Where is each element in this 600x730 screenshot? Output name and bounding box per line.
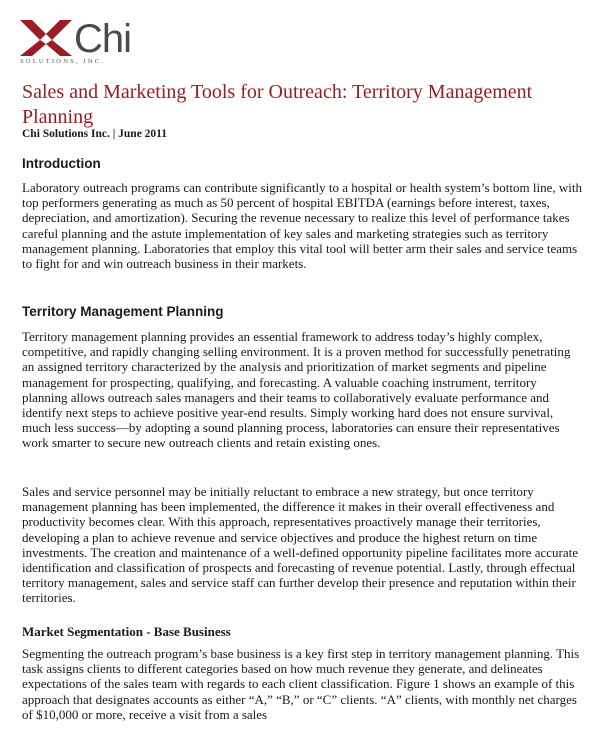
document-byline: Chi Solutions Inc. | June 2011 <box>22 128 168 140</box>
section-heading-market-segmentation: Market Segmentation - Base Business <box>22 624 231 639</box>
paragraph-territory-1: Territory management planning provides an essential framework to address today’s highly complex, competitive, and rapidly changing selling environment. It is a proven method for successfully penetrating an assigned territory characterized by the analysis and prioritization of market segments and pipeline management for prospecting, qualifying, and forecasting. A valuable coaching instrument, territory planning allows outreach sales managers and their teams to collaboratively evaluate performance and identify next steps to achieve positive year-end results. Simply working hard does not ensure survival, much less success—by adopting a sound planning process, laboratories can ensure their representatives work smarter to secure new outreach clients and retain existing ones. <box>22 329 571 451</box>
paragraph-territory-2: Sales and service personnel may be initially reluctant to embrace a new strategy, but once territory management planning has been implemented, the difference it makes in their overall effectiveness and productivity becomes clear. With this approach, representatives proactively manage their territories, developing a plan to achieve revenue and service objectives and produce the highest return on time investments. The creation and maintenance of a well-defined opportunity pipeline facilitates more accurate identification and classification of prospects and forecasting of revenue potential. Lastly, through effectual territory management, sales and service staff can further develop their presence and reputation within their territories. <box>22 484 579 606</box>
logo-tagline: SOLUTIONS, INC. <box>20 58 106 65</box>
chi-x-logo-icon <box>18 14 74 58</box>
section-heading-introduction: Introduction <box>22 156 101 171</box>
paragraph-introduction: Laboratory outreach programs can contribute significantly to a hospital or health system’s bottom line, with top performers generating as much as 50 percent of hospital EBITDA (earnings before interest, taxes, depreciation, and amortization). Securing the revenue necessary to realize this level of performance takes careful planning and the astute implementation of key sales and marketing strategies such as territory management planning. Laboratories that employ this vital tool will better arm their sales and service teams to fight for and win outreach business in their markets. <box>22 180 582 272</box>
paragraph-market-segmentation: Segmenting the outreach program’s base business is a key first step in territory management planning. This task assigns clients to different categories based on how much revenue they generate, and delineates expectations of the sales team with regards to each client classification. Figure 1 shows an example of this approach that designates accounts as either “A,” “B,” or “C” clients. “A” clients, with monthly net charges of $10,000 or more, receive a visit from a sales <box>22 646 580 722</box>
section-heading-territory-management: Territory Management Planning <box>22 304 224 319</box>
company-logo <box>18 14 168 69</box>
document-title: Sales and Marketing Tools for Outreach: Territory Management Planning <box>22 81 533 128</box>
logo-wordmark: Chi <box>74 17 132 61</box>
